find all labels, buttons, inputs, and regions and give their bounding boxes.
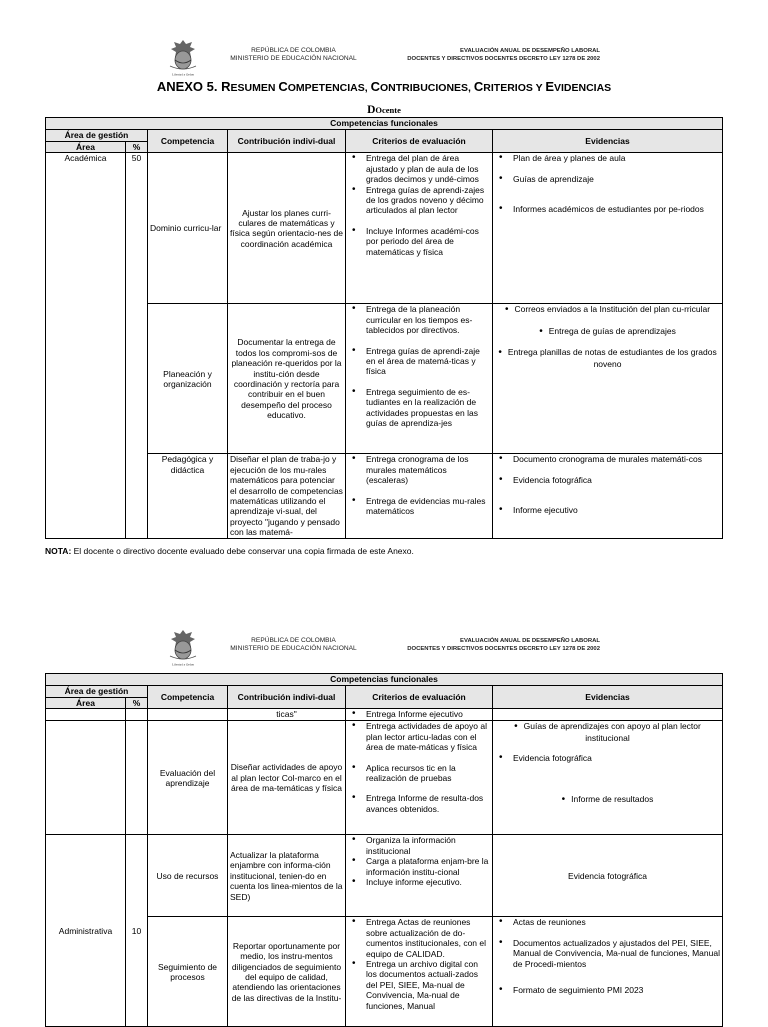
list-item: • Incluye informe ejecutivo. — [348, 877, 490, 887]
section-header: Competencias funcionales — [46, 118, 723, 130]
list-item: • Entrega un archivo digital con los documentos actuali-zados del PEI, SIEE, Ma-nual de Convivencia, Ma-nual de funciones, Manual — [348, 959, 490, 1011]
annex-subtitle: DOcente — [367, 104, 401, 116]
list-item: • Correos enviados a la Institución del plan cu-rricular — [495, 304, 720, 315]
list-item: • Documentos actualizados y ajustados del PEI, SIEE, Manual de Convivencia, Ma-nual de funciones, Manual de Procedi-mientos — [495, 938, 720, 969]
colombia-seal-icon — [166, 628, 200, 668]
colombia-seal-icon — [166, 38, 200, 78]
page2-header — [0, 628, 768, 668]
pct-header: % — [126, 698, 148, 709]
table-row — [46, 153, 723, 304]
list-item: • Entrega Actas de reuniones sobre actualización de do-cumentos institucionales, con el equipo de CALIDAD. — [348, 917, 490, 959]
list-item: • Formato de seguimiento PMI 2023 — [495, 985, 720, 995]
list-item: • Plan de área y planes de aula — [495, 153, 720, 163]
evidencias-cell — [493, 721, 723, 835]
list-item: • Evidencia fotográfica — [495, 753, 720, 763]
list-item: • Entrega actividades de apoyo al plan lector articu-ladas con el área de mate-máticas y física — [348, 721, 490, 752]
area-cell: Administrativa — [46, 835, 126, 1027]
decree-line: DOCENTES Y DIRECTIVOS DOCENTES DECRETO LEY 1278 DE 2002 — [407, 646, 600, 652]
list-item: • Entrega guías de aprendi-zajes de los grados noveno y décimo articulados al plan lector — [348, 185, 490, 216]
competencia-cell: Evaluación del aprendizaje — [148, 721, 228, 835]
evidencias-cell — [493, 304, 723, 454]
criterios-cell — [346, 709, 493, 721]
note-label: NOTA: — [45, 546, 72, 556]
table-row — [46, 454, 723, 538]
criterios-cell — [346, 304, 493, 454]
competencia-header: Competencia — [148, 130, 228, 153]
table-row — [46, 304, 723, 454]
note-text: El docente o directivo docente evaluado debe conservar una copia firmada de este Anexo. — [71, 546, 414, 556]
list-item: • Guías de aprendizajes con apoyo al plan lector institucional — [495, 721, 720, 743]
list-item: • Informe ejecutivo — [495, 505, 720, 515]
list-item: • Entrega guías de aprendi-zaje en el área de matemá-ticas y física — [348, 346, 490, 377]
table-row — [46, 917, 723, 1027]
annex-title: ANEXO 5. RESUMEN COMPETENCIAS, CONTRIBUCIONES, CRITERIOS Y EVIDENCIAS — [156, 79, 612, 94]
competencia-cell: Uso de recursos — [148, 835, 228, 917]
criterios-cell — [346, 153, 493, 304]
list-item: • Entrega cronograma de los murales matemáticos (escaleras) — [348, 454, 490, 485]
contribucion-cell: ticas" — [228, 709, 346, 721]
list-item: • Informe de resultados — [495, 794, 720, 805]
list-item: • Entrega Informe ejecutivo — [348, 709, 490, 719]
criterios-cell — [346, 835, 493, 917]
table-row — [46, 721, 723, 835]
contribucion-header: Contribución indivi-dual — [228, 130, 346, 153]
list-item: • Aplica recursos tic en la realización de pruebas — [348, 763, 490, 784]
list-item: • Entrega planillas de notas de estudiantes de los grados noveno — [495, 347, 720, 369]
list-item: • Entrega de guías de aprendizajes — [495, 326, 720, 337]
republic-line: REPÚBLICA DE COLOMBIA — [251, 637, 336, 644]
list-item: • Documento cronograma de murales matemáti-cos — [495, 454, 720, 464]
list-item: • Entrega Informe de resulta-dos avances obtenidos. — [348, 793, 490, 814]
contribucion-cell: Diseñar el plan de traba-jo y ejecución de los mu-rales matemáticos para potenciar el desarrollo de competencias matemáticas utilizando el aprendizaje vi-sual, del proyecto "jugando y pensado con las matemá- — [228, 454, 346, 538]
area-header: Área — [46, 142, 126, 153]
list-item: • Guías de aprendizaje — [495, 174, 720, 184]
evidencias-header: Evidencias — [493, 130, 723, 153]
list-item: • Entrega del plan de área ajustado y plan de aula de los grados decimos y undé-cimos — [348, 153, 490, 184]
evidencias-cell — [493, 153, 723, 304]
section-header: Competencias funcionales — [46, 674, 723, 686]
evidencias-cell — [493, 917, 723, 1027]
competencia-cell: Planeación y organización — [148, 304, 228, 454]
evaluation-line: EVALUACIÓN ANUAL DE DESEMPEÑO LABORAL — [460, 638, 600, 644]
contribucion-cell: Ajustar los planes curri-culares de matemáticas y física según orientacio-nes de coordinación académica — [228, 153, 346, 304]
evidencias-header: Evidencias — [493, 686, 723, 709]
table-row — [46, 709, 723, 721]
list-item: • Carga a plataforma enjam-bre la información institu-cional — [348, 856, 490, 877]
competencia-header: Competencia — [148, 686, 228, 709]
contribucion-cell: Documentar la entrega de todos los compromi-sos de planeación re-queridos por la institu-ción desde coordinación y rectoría para contribuir en el buen desempeño del proceso educativo. — [228, 304, 346, 454]
pct-header: % — [126, 142, 148, 153]
contribucion-cell: Reportar oportunamente por medio, los instru-mentos diligenciados de seguimiento del equipo de calidad, atendiendo las orientaciones de las directivas de la Institu- — [228, 917, 346, 1027]
criterios-cell — [346, 721, 493, 835]
seal-caption: Libertad y Orden — [172, 72, 194, 77]
list-item: • Entrega seguimiento de es-tudiantes en la realización de actividades propuestas en las guías de aprendiza-jes — [348, 387, 490, 429]
pct-cell: 50 — [126, 153, 148, 538]
republic-line: REPÚBLICA DE COLOMBIA — [251, 47, 336, 54]
area-cell: Académica — [46, 153, 126, 538]
area-gestion-header: Área de gestión — [46, 130, 148, 142]
area-gestion-header: Área de gestión — [46, 686, 148, 698]
list-item: • Incluye Informes académi-cos por periodo del área de matemáticas y física — [348, 226, 490, 257]
list-item: • Informes académicos de estudiantes por pe-riodos — [495, 204, 720, 214]
competencia-cell: Seguimiento de procesos — [148, 917, 228, 1027]
list-item: • Evidencia fotográfica — [495, 475, 720, 485]
evidencias-cell — [493, 454, 723, 538]
table-row — [46, 835, 723, 917]
evaluation-line: EVALUACIÓN ANUAL DE DESEMPEÑO LABORAL — [460, 48, 600, 54]
criterios-cell — [346, 917, 493, 1027]
competencia-cell: Pedagógica y didáctica — [148, 454, 228, 538]
ministry-line: MINISTERIO DE EDUCACIÓN NACIONAL — [230, 645, 357, 652]
competencia-cell: Dominio curricu-lar — [148, 153, 228, 304]
contribucion-cell: Actualizar la plataforma enjambre con informa-ción institucional, tenien-do en cuenta los linea-mientos de la SED) — [228, 835, 346, 917]
note — [45, 546, 414, 556]
list-item: • Entrega de evidencias mu-rales matemáticos — [348, 496, 490, 517]
contribucion-header: Contribución indivi-dual — [228, 686, 346, 709]
contribucion-cell: Diseñar actividades de apoyo al plan lector Col-marco en el área de ma-temáticas y física — [228, 721, 346, 835]
ministry-line: MINISTERIO DE EDUCACIÓN NACIONAL — [230, 55, 357, 62]
decree-line: DOCENTES Y DIRECTIVOS DOCENTES DECRETO LEY 1278 DE 2002 — [407, 56, 600, 62]
pct-cell: 10 — [126, 835, 148, 1027]
criterios-header: Criterios de evaluación — [346, 686, 493, 709]
area-header: Área — [46, 698, 126, 709]
list-item: • Entrega de la planeación curricular en los tiempos es-tablecidos por directivos. — [348, 304, 490, 335]
competencies-table-page2 — [45, 673, 723, 1027]
list-item: • Organiza la información institucional — [348, 835, 490, 856]
competencies-table-page1 — [45, 117, 723, 539]
list-item: • Actas de reuniones — [495, 917, 720, 927]
evidencias-cell: Evidencia fotográfica — [493, 835, 723, 917]
criterios-cell — [346, 454, 493, 538]
seal-caption: Libertad y Orden — [172, 662, 194, 667]
page1-header — [0, 38, 768, 78]
criterios-header: Criterios de evaluación — [346, 130, 493, 153]
